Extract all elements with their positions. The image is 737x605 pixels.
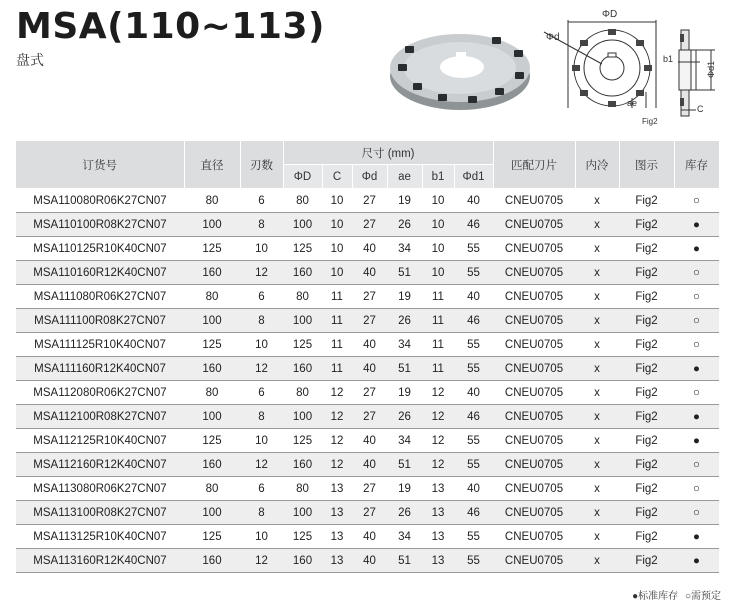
table-row bbox=[16, 525, 719, 549]
cell-C: 11 bbox=[322, 285, 352, 309]
cell-teeth: 12 bbox=[240, 261, 283, 285]
cell-ae: 51 bbox=[387, 453, 422, 477]
cell-teeth: 8 bbox=[240, 501, 283, 525]
cell-stock: ● bbox=[674, 237, 719, 261]
cell-stock: ○ bbox=[674, 189, 719, 213]
cell-D: 80 bbox=[283, 381, 322, 405]
cell-insert: CNEU0705 bbox=[493, 429, 575, 453]
table-row bbox=[16, 213, 719, 237]
cell-D: 160 bbox=[283, 357, 322, 381]
cell-stock: ● bbox=[674, 525, 719, 549]
legend-standard-stock: ●标准库存 bbox=[632, 591, 679, 602]
cell-teeth: 8 bbox=[240, 309, 283, 333]
cell-teeth: 6 bbox=[240, 381, 283, 405]
header-stock: 库存 bbox=[674, 141, 719, 189]
header-teeth: 刃数 bbox=[240, 141, 283, 189]
subheader-D: ΦD bbox=[283, 165, 322, 189]
cell-d: 40 bbox=[352, 525, 387, 549]
cell-stock: ○ bbox=[674, 333, 719, 357]
cell-b1: 11 bbox=[422, 285, 454, 309]
cell-order-no: MSA113160R12K40CN07 bbox=[16, 549, 184, 573]
cell-C: 12 bbox=[322, 453, 352, 477]
cell-ae: 51 bbox=[387, 549, 422, 573]
cell-insert: CNEU0705 bbox=[493, 261, 575, 285]
cell-order-no: MSA113080R06K27CN07 bbox=[16, 477, 184, 501]
cell-ae: 34 bbox=[387, 429, 422, 453]
cell-ae: 19 bbox=[387, 477, 422, 501]
cell-D: 125 bbox=[283, 429, 322, 453]
cell-b1: 11 bbox=[422, 333, 454, 357]
header-figure: 图示 bbox=[619, 141, 674, 189]
cell-D: 100 bbox=[283, 213, 322, 237]
dimension-label-b1: b1 bbox=[663, 54, 674, 64]
subheader-b1: b1 bbox=[422, 165, 454, 189]
cell-d: 40 bbox=[352, 549, 387, 573]
table-row bbox=[16, 189, 719, 213]
cell-order-no: MSA112125R10K40CN07 bbox=[16, 429, 184, 453]
cell-D: 125 bbox=[283, 525, 322, 549]
cell-teeth: 6 bbox=[240, 285, 283, 309]
page-title: MSA(110~113) bbox=[16, 6, 325, 47]
cell-C: 12 bbox=[322, 381, 352, 405]
cell-diameter: 100 bbox=[184, 501, 240, 525]
cell-d: 27 bbox=[352, 381, 387, 405]
cell-stock: ● bbox=[674, 357, 719, 381]
cell-b1: 11 bbox=[422, 309, 454, 333]
cell-D: 125 bbox=[283, 237, 322, 261]
cell-diameter: 160 bbox=[184, 549, 240, 573]
cell-teeth: 8 bbox=[240, 405, 283, 429]
cell-C: 11 bbox=[322, 309, 352, 333]
cell-C: 13 bbox=[322, 525, 352, 549]
cell-d1: 46 bbox=[454, 309, 493, 333]
dimension-label-ae: ae bbox=[627, 98, 638, 108]
cell-figure: Fig2 bbox=[619, 477, 674, 501]
cell-figure: Fig2 bbox=[619, 261, 674, 285]
cell-stock: ○ bbox=[674, 285, 719, 309]
cell-order-no: MSA112080R06K27CN07 bbox=[16, 381, 184, 405]
cell-b1: 11 bbox=[422, 357, 454, 381]
table-row bbox=[16, 405, 719, 429]
table-row bbox=[16, 429, 719, 453]
cell-d1: 46 bbox=[454, 501, 493, 525]
cell-coolant: x bbox=[575, 357, 619, 381]
cell-b1: 13 bbox=[422, 477, 454, 501]
cell-b1: 10 bbox=[422, 261, 454, 285]
table-body bbox=[16, 189, 719, 573]
cell-ae: 19 bbox=[387, 285, 422, 309]
cell-D: 100 bbox=[283, 309, 322, 333]
cell-b1: 13 bbox=[422, 549, 454, 573]
cell-d: 40 bbox=[352, 333, 387, 357]
cell-coolant: x bbox=[575, 189, 619, 213]
header-order-no: 订货号 bbox=[16, 141, 184, 189]
cell-teeth: 12 bbox=[240, 357, 283, 381]
cell-D: 80 bbox=[283, 189, 322, 213]
cell-d1: 46 bbox=[454, 405, 493, 429]
cell-teeth: 10 bbox=[240, 525, 283, 549]
subheader-d: Φd bbox=[352, 165, 387, 189]
cell-insert: CNEU0705 bbox=[493, 525, 575, 549]
cell-coolant: x bbox=[575, 213, 619, 237]
table-row bbox=[16, 453, 719, 477]
cell-coolant: x bbox=[575, 453, 619, 477]
cell-d1: 55 bbox=[454, 357, 493, 381]
cell-C: 13 bbox=[322, 477, 352, 501]
cell-insert: CNEU0705 bbox=[493, 453, 575, 477]
cell-coolant: x bbox=[575, 525, 619, 549]
product-figure bbox=[380, 4, 725, 132]
cell-stock: ○ bbox=[674, 381, 719, 405]
cell-order-no: MSA113100R08K27CN07 bbox=[16, 501, 184, 525]
cell-ae: 26 bbox=[387, 213, 422, 237]
cell-diameter: 125 bbox=[184, 237, 240, 261]
cell-d: 40 bbox=[352, 453, 387, 477]
cell-d: 27 bbox=[352, 213, 387, 237]
cell-figure: Fig2 bbox=[619, 333, 674, 357]
cutter-render-image bbox=[390, 34, 530, 110]
cell-C: 11 bbox=[322, 357, 352, 381]
cell-diameter: 100 bbox=[184, 309, 240, 333]
table-row bbox=[16, 357, 719, 381]
cell-D: 80 bbox=[283, 285, 322, 309]
cell-diameter: 160 bbox=[184, 453, 240, 477]
subheader-C: C bbox=[322, 165, 352, 189]
cell-ae: 34 bbox=[387, 333, 422, 357]
cell-C: 10 bbox=[322, 237, 352, 261]
cell-b1: 13 bbox=[422, 525, 454, 549]
cell-figure: Fig2 bbox=[619, 285, 674, 309]
table-row bbox=[16, 501, 719, 525]
cell-figure: Fig2 bbox=[619, 429, 674, 453]
cell-order-no: MSA110080R06K27CN07 bbox=[16, 189, 184, 213]
front-view-drawing bbox=[544, 20, 656, 108]
cell-ae: 19 bbox=[387, 189, 422, 213]
cell-D: 160 bbox=[283, 549, 322, 573]
cell-D: 100 bbox=[283, 501, 322, 525]
cell-teeth: 10 bbox=[240, 333, 283, 357]
cell-diameter: 125 bbox=[184, 333, 240, 357]
cell-diameter: 80 bbox=[184, 381, 240, 405]
cell-ae: 26 bbox=[387, 405, 422, 429]
header-insert: 匹配刀片 bbox=[493, 141, 575, 189]
cell-insert: CNEU0705 bbox=[493, 237, 575, 261]
cell-insert: CNEU0705 bbox=[493, 309, 575, 333]
cell-stock: ○ bbox=[674, 501, 719, 525]
cell-stock: ● bbox=[674, 549, 719, 573]
cell-b1: 10 bbox=[422, 213, 454, 237]
cell-ae: 26 bbox=[387, 309, 422, 333]
subheader-ae: ae bbox=[387, 165, 422, 189]
cell-diameter: 80 bbox=[184, 477, 240, 501]
cell-d1: 40 bbox=[454, 285, 493, 309]
cell-insert: CNEU0705 bbox=[493, 285, 575, 309]
cell-C: 11 bbox=[322, 333, 352, 357]
table-row bbox=[16, 237, 719, 261]
cell-order-no: MSA113125R10K40CN07 bbox=[16, 525, 184, 549]
table-row bbox=[16, 477, 719, 501]
cell-d1: 55 bbox=[454, 429, 493, 453]
cell-d: 40 bbox=[352, 429, 387, 453]
cell-teeth: 12 bbox=[240, 549, 283, 573]
cell-stock: ○ bbox=[674, 453, 719, 477]
cell-C: 10 bbox=[322, 213, 352, 237]
subheader-d1: Φd1 bbox=[454, 165, 493, 189]
cell-coolant: x bbox=[575, 405, 619, 429]
cell-D: 160 bbox=[283, 261, 322, 285]
cell-insert: CNEU0705 bbox=[493, 189, 575, 213]
cell-diameter: 100 bbox=[184, 405, 240, 429]
cell-D: 125 bbox=[283, 333, 322, 357]
table-row bbox=[16, 381, 719, 405]
cell-C: 12 bbox=[322, 405, 352, 429]
cell-b1: 12 bbox=[422, 381, 454, 405]
cell-insert: CNEU0705 bbox=[493, 357, 575, 381]
cell-d: 27 bbox=[352, 477, 387, 501]
cell-teeth: 6 bbox=[240, 477, 283, 501]
cell-d: 27 bbox=[352, 405, 387, 429]
cell-figure: Fig2 bbox=[619, 357, 674, 381]
cell-coolant: x bbox=[575, 333, 619, 357]
cell-diameter: 125 bbox=[184, 525, 240, 549]
cell-C: 12 bbox=[322, 429, 352, 453]
cell-teeth: 8 bbox=[240, 213, 283, 237]
cell-coolant: x bbox=[575, 381, 619, 405]
cell-figure: Fig2 bbox=[619, 237, 674, 261]
table-row bbox=[16, 309, 719, 333]
cell-order-no: MSA111100R08K27CN07 bbox=[16, 309, 184, 333]
table-header-row bbox=[16, 141, 719, 165]
cell-C: 13 bbox=[322, 549, 352, 573]
cell-d1: 55 bbox=[454, 525, 493, 549]
cell-ae: 34 bbox=[387, 525, 422, 549]
cell-b1: 12 bbox=[422, 405, 454, 429]
cell-coolant: x bbox=[575, 285, 619, 309]
cell-order-no: MSA112100R08K27CN07 bbox=[16, 405, 184, 429]
cell-diameter: 160 bbox=[184, 261, 240, 285]
cell-d: 27 bbox=[352, 189, 387, 213]
spec-table bbox=[16, 141, 720, 573]
cell-coolant: x bbox=[575, 477, 619, 501]
cell-order-no: MSA110160R12K40CN07 bbox=[16, 261, 184, 285]
cell-d1: 55 bbox=[454, 549, 493, 573]
cell-figure: Fig2 bbox=[619, 501, 674, 525]
header-coolant: 内冷 bbox=[575, 141, 619, 189]
dimension-label-D: ΦD bbox=[602, 9, 618, 20]
cell-order-no: MSA112160R12K40CN07 bbox=[16, 453, 184, 477]
table-row bbox=[16, 285, 719, 309]
cell-b1: 12 bbox=[422, 429, 454, 453]
table-row bbox=[16, 261, 719, 285]
cell-d: 40 bbox=[352, 357, 387, 381]
cell-b1: 12 bbox=[422, 453, 454, 477]
cell-order-no: MSA111080R06K27CN07 bbox=[16, 285, 184, 309]
cell-diameter: 80 bbox=[184, 285, 240, 309]
cell-d: 40 bbox=[352, 237, 387, 261]
cell-order-no: MSA111125R10K40CN07 bbox=[16, 333, 184, 357]
cell-coolant: x bbox=[575, 501, 619, 525]
cell-diameter: 160 bbox=[184, 357, 240, 381]
cell-b1: 10 bbox=[422, 237, 454, 261]
cell-figure: Fig2 bbox=[619, 189, 674, 213]
cell-figure: Fig2 bbox=[619, 453, 674, 477]
cell-teeth: 6 bbox=[240, 189, 283, 213]
page-subtitle: 盘式 bbox=[16, 52, 44, 68]
dimension-label-C: C bbox=[697, 104, 704, 114]
cell-d1: 55 bbox=[454, 333, 493, 357]
cell-coolant: x bbox=[575, 261, 619, 285]
cell-insert: CNEU0705 bbox=[493, 405, 575, 429]
cell-ae: 19 bbox=[387, 381, 422, 405]
cell-teeth: 10 bbox=[240, 237, 283, 261]
cell-C: 13 bbox=[322, 501, 352, 525]
cell-d1: 40 bbox=[454, 381, 493, 405]
cell-d1: 46 bbox=[454, 213, 493, 237]
legend-made-to-order: ○需预定 bbox=[684, 591, 721, 602]
cell-order-no: MSA110100R08K27CN07 bbox=[16, 213, 184, 237]
cell-figure: Fig2 bbox=[619, 405, 674, 429]
cell-coolant: x bbox=[575, 309, 619, 333]
header-size: 尺寸 (mm) bbox=[283, 141, 493, 165]
cell-teeth: 10 bbox=[240, 429, 283, 453]
cell-figure: Fig2 bbox=[619, 525, 674, 549]
header-diameter: 直径 bbox=[184, 141, 240, 189]
cell-figure: Fig2 bbox=[619, 381, 674, 405]
cell-order-no: MSA110125R10K40CN07 bbox=[16, 237, 184, 261]
cell-ae: 51 bbox=[387, 261, 422, 285]
cell-ae: 26 bbox=[387, 501, 422, 525]
cell-d1: 40 bbox=[454, 189, 493, 213]
figure-label: Fig2 bbox=[642, 117, 658, 126]
cell-figure: Fig2 bbox=[619, 213, 674, 237]
cell-coolant: x bbox=[575, 237, 619, 261]
stock-legend bbox=[628, 587, 721, 602]
dimension-label-d1: Φd1 bbox=[706, 60, 716, 78]
cell-insert: CNEU0705 bbox=[493, 549, 575, 573]
cell-diameter: 100 bbox=[184, 213, 240, 237]
cell-d: 27 bbox=[352, 285, 387, 309]
cell-stock: ● bbox=[674, 213, 719, 237]
cell-stock: ● bbox=[674, 405, 719, 429]
cell-ae: 34 bbox=[387, 237, 422, 261]
cell-d1: 55 bbox=[454, 453, 493, 477]
cell-insert: CNEU0705 bbox=[493, 501, 575, 525]
cell-stock: ○ bbox=[674, 261, 719, 285]
dimension-label-d: Φd bbox=[546, 32, 560, 43]
cell-insert: CNEU0705 bbox=[493, 381, 575, 405]
cell-stock: ○ bbox=[674, 309, 719, 333]
cell-insert: CNEU0705 bbox=[493, 477, 575, 501]
table-row bbox=[16, 333, 719, 357]
cell-ae: 51 bbox=[387, 357, 422, 381]
cell-diameter: 125 bbox=[184, 429, 240, 453]
cell-stock: ● bbox=[674, 429, 719, 453]
cell-teeth: 12 bbox=[240, 453, 283, 477]
cell-d: 27 bbox=[352, 309, 387, 333]
cell-insert: CNEU0705 bbox=[493, 333, 575, 357]
cell-figure: Fig2 bbox=[619, 549, 674, 573]
cell-D: 100 bbox=[283, 405, 322, 429]
cell-C: 10 bbox=[322, 189, 352, 213]
cell-d1: 40 bbox=[454, 477, 493, 501]
cell-d1: 55 bbox=[454, 237, 493, 261]
cell-coolant: x bbox=[575, 549, 619, 573]
cell-d: 40 bbox=[352, 261, 387, 285]
cell-d1: 55 bbox=[454, 261, 493, 285]
cell-order-no: MSA111160R12K40CN07 bbox=[16, 357, 184, 381]
cell-D: 160 bbox=[283, 453, 322, 477]
cell-C: 10 bbox=[322, 261, 352, 285]
cell-b1: 10 bbox=[422, 189, 454, 213]
cell-insert: CNEU0705 bbox=[493, 213, 575, 237]
cell-d: 27 bbox=[352, 501, 387, 525]
cell-coolant: x bbox=[575, 429, 619, 453]
table-row bbox=[16, 549, 719, 573]
cell-stock: ○ bbox=[674, 477, 719, 501]
cell-figure: Fig2 bbox=[619, 309, 674, 333]
cell-b1: 13 bbox=[422, 501, 454, 525]
cell-diameter: 80 bbox=[184, 189, 240, 213]
cell-D: 80 bbox=[283, 477, 322, 501]
